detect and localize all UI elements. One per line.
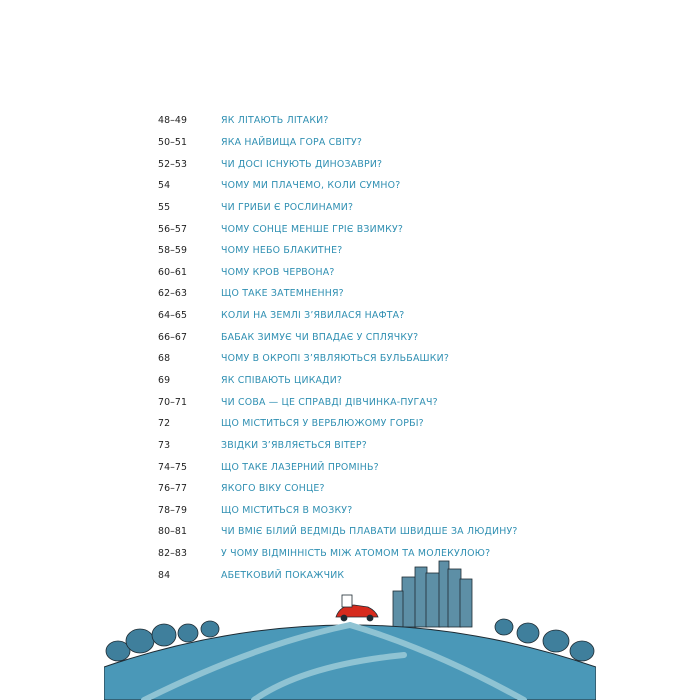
toc-title[interactable]: ЩО МІСТИТЬСЯ В МОЗКУ? [221, 504, 353, 516]
toc-title[interactable]: КОЛИ НА ЗЕМЛІ З’ЯВИЛАСЯ НАФТА? [221, 310, 405, 322]
toc-title[interactable]: ЧОМУ МИ ПЛАЧЕМО, КОЛИ СУМНО? [221, 180, 401, 192]
toc-page-number: 60–61 [158, 266, 188, 278]
toc-page-number: 72 [158, 418, 171, 430]
toc-entry[interactable] [158, 218, 578, 240]
toc-title[interactable]: ЧИ ГРИБИ Є РОСЛИНАМИ? [221, 201, 354, 213]
toc-entry[interactable] [158, 197, 578, 219]
toc-entry[interactable] [158, 521, 578, 543]
toc-title[interactable]: ЯКОГО ВІКУ СОНЦЕ? [221, 483, 325, 495]
toc-entry[interactable] [158, 261, 578, 283]
toc-page-number: 55 [158, 201, 171, 213]
toc-title[interactable]: ЧИ СОВА — ЦЕ СПРАВДІ ДІВЧИНКА-ПУГАЧ? [221, 396, 438, 408]
toc-title[interactable]: ЯК ЛІТАЮТЬ ЛІТАКИ? [221, 115, 329, 127]
toc-page-number: 69 [158, 375, 171, 386]
toc-page-number: 48–49 [158, 115, 188, 127]
table-of-contents [158, 110, 578, 586]
toc-page-number: 76–77 [158, 483, 188, 495]
toc-page-number: 62–63 [158, 288, 188, 300]
toc-entry[interactable] [158, 283, 578, 305]
toc-entry[interactable] [158, 240, 578, 262]
toc-title[interactable]: ЯК СПІВАЮТЬ ЦИКАДИ? [221, 375, 343, 386]
toc-title[interactable]: ЧИ ДОСІ ІСНУЮТЬ ДИНОЗАВРИ? [221, 158, 383, 170]
toc-page-number: 73 [158, 439, 171, 451]
toc-page-number: 82–83 [158, 548, 188, 560]
toc-page-number: 54 [158, 180, 171, 192]
toc-entry[interactable] [158, 478, 578, 500]
toc-title[interactable]: ЧОМУ В ОКРОПІ З’ЯВЛЯЮТЬСЯ БУЛЬБАШКИ? [221, 353, 450, 365]
toc-entry[interactable] [158, 132, 578, 154]
toc-page-number: 66–67 [158, 331, 188, 343]
toc-entry[interactable] [158, 370, 578, 392]
toc-page-number: 68 [158, 353, 171, 365]
toc-entry[interactable] [158, 435, 578, 457]
toc-page-number: 58–59 [158, 245, 188, 257]
toc-title[interactable]: ЧОМУ СОНЦЕ МЕНШЕ ГРІЄ ВЗИМКУ? [221, 223, 404, 235]
toc-page-number: 56–57 [158, 223, 188, 235]
red-car-icon [336, 595, 378, 621]
toc-entry[interactable] [158, 348, 578, 370]
toc-page-number: 64–65 [158, 310, 188, 322]
toc-entry[interactable] [158, 175, 578, 197]
toc-title[interactable]: ЩО МІСТИТЬСЯ У ВЕРБЛЮЖОМУ ГОРБІ? [221, 418, 424, 430]
toc-title[interactable]: АБЕТКОВИЙ ПОКАЖЧИК [221, 569, 345, 581]
toc-entry[interactable] [158, 500, 578, 522]
toc-entry[interactable] [158, 153, 578, 175]
toc-entry[interactable] [158, 391, 578, 413]
toc-title[interactable]: ЯКА НАЙВИЩА ГОРА СВІТУ? [221, 136, 363, 148]
toc-entry[interactable] [158, 413, 578, 435]
toc-title[interactable]: БАБАК ЗИМУЄ ЧИ ВПАДАЄ У СПЛЯЧКУ? [221, 331, 419, 343]
toc-page-number: 80–81 [158, 526, 188, 538]
toc-title[interactable]: ЧИ ВМІЄ БІЛИЙ ВЕДМІДЬ ПЛАВАТИ ШВИДШЕ ЗА ЛЮДИНУ? [221, 526, 518, 538]
toc-entry[interactable] [158, 456, 578, 478]
toc-page-number: 74–75 [158, 461, 188, 473]
toc-title[interactable]: ЗВІДКИ З’ЯВЛЯЄТЬСЯ ВІТЕР? [221, 439, 367, 451]
toc-entry[interactable] [158, 305, 578, 327]
toc-title[interactable]: ЧОМУ КРОВ ЧЕРВОНА? [221, 266, 335, 278]
toc-page-number: 50–51 [158, 136, 188, 148]
toc-page-number: 78–79 [158, 504, 188, 516]
globe-illustration [104, 555, 596, 700]
toc-entry[interactable] [158, 110, 578, 132]
book-page [104, 0, 596, 700]
toc-title[interactable]: ЩО ТАКЕ ЗАТЕМНЕННЯ? [221, 288, 344, 300]
toc-title[interactable]: ЧОМУ НЕБО БЛАКИТНЕ? [221, 245, 343, 257]
toc-page-number: 84 [158, 569, 171, 581]
toc-title[interactable]: У ЧОМУ ВІДМІННІСТЬ МІЖ АТОМОМ ТА МОЛЕКУЛОЮ? [221, 548, 491, 560]
toc-entry[interactable] [158, 326, 578, 348]
toc-page-number: 70–71 [158, 396, 188, 408]
city-skyline-icon [393, 561, 472, 627]
toc-page-number: 52–53 [158, 158, 188, 170]
toc-title[interactable]: ЩО ТАКЕ ЛАЗЕРНИЙ ПРОМІНЬ? [221, 461, 379, 473]
